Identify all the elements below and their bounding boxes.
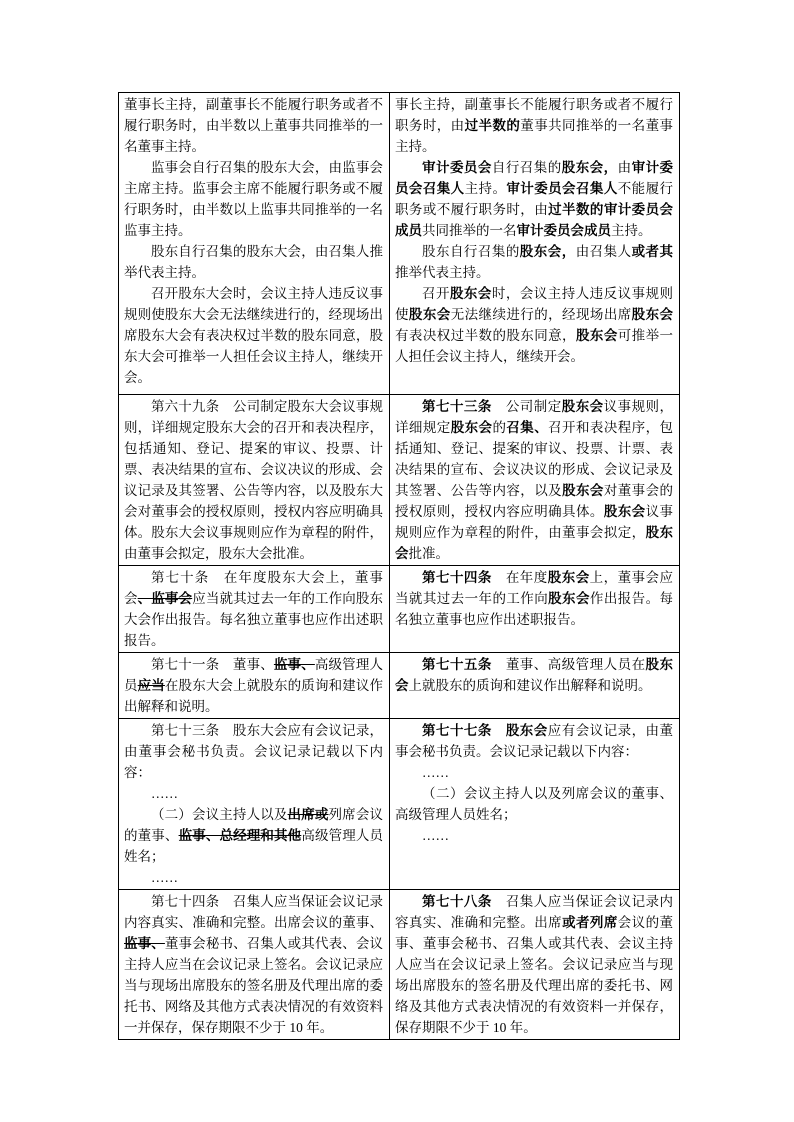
table-row [119, 890, 680, 1040]
text-run: 上，董事会应当就其过去一年的工作向 [395, 570, 674, 606]
deleted-text: 监事、总经理和其他 [178, 828, 302, 843]
text-run: 由 [617, 160, 632, 175]
cell-right-row-3 [390, 653, 680, 719]
comparison-table-body [119, 93, 680, 1040]
emphasized-text: 股东会， [561, 160, 618, 175]
emphasized-text: 召集、 [506, 420, 549, 435]
emphasized-text: 股东会 [408, 307, 451, 322]
paragraph [124, 567, 383, 651]
text-run: 时，会议主持人违反议事规则使 [395, 286, 674, 322]
paragraph [124, 867, 383, 888]
text-run: …… [151, 870, 178, 885]
paragraph [395, 567, 673, 630]
text-run: 有表决权过半数的股东同意， [395, 328, 576, 343]
text-run: 召开 [422, 286, 450, 301]
emphasized-text: 第七十三条 [422, 399, 492, 414]
text-run: 公司制定 [491, 399, 562, 414]
text-run: 议事规则，详细规定 [395, 399, 674, 435]
table-row [119, 653, 680, 719]
paragraph [395, 157, 673, 241]
text-run: 股东自行召集的 [422, 244, 520, 259]
cell-right-row-1 [390, 395, 680, 566]
text-run: 在年度 [491, 570, 548, 585]
text-run: 高级管理人员 [124, 657, 383, 693]
emphasized-text: 审计委员会召集人 [506, 181, 618, 196]
text-run: 第七十条 在年度股东大会上，董事会 [124, 570, 383, 606]
paragraph [395, 94, 673, 157]
paragraph [124, 783, 383, 804]
table-row [119, 719, 680, 890]
emphasized-text: 审计委员会成员 [516, 223, 611, 238]
text-run: 监事会自行召集的股东大会，由监事会主席主持。监事会主席不能履行职务或不履行职务时，由半数以上监事共同推举的一名监事主持。 [124, 160, 383, 238]
paragraph [395, 783, 673, 825]
emphasized-text: 或者其 [631, 244, 674, 259]
emphasized-text: 股东会 [450, 420, 493, 435]
paragraph [124, 720, 383, 783]
text-run: 召开和表决程序，包括通知、登记、提案的审议、投票、计票、表决结果的宣布、会议决议的形成、会议记录及其签署、公告等内容，以及 [395, 420, 674, 498]
text-run: 应有会议记录，由董事会秘书负责。会议记录记载以下内容： [395, 723, 674, 759]
cell-left-row-1 [119, 395, 390, 566]
text-run: …… [151, 786, 178, 801]
text-run: 召开股东大会时，会议主持人违反议事规则使股东大会无法继续进行的，经现场出席股东大会有表决权过半数的股东同意，股东大会可推举一人担任会议主持人，继续开会。 [124, 286, 383, 385]
emphasized-text: 股东会 [395, 657, 674, 693]
cell-left-row-2 [119, 566, 390, 653]
deleted-text: 、监事会 [137, 591, 193, 606]
text-run: 主持。 [611, 223, 652, 238]
text-run: 共同推举的一名 [422, 223, 517, 238]
emphasized-text: 股东会 [548, 591, 590, 606]
table-row [119, 566, 680, 653]
text-run: 作出报告。每名独立董事也应作出述职报告。 [395, 591, 674, 627]
text-run: （二）会议主持人以及 [151, 807, 288, 822]
deleted-text: 监事、 [124, 936, 165, 951]
emphasized-text: 股东会， [519, 244, 576, 259]
paragraph [124, 94, 383, 157]
cell-right-row-5 [390, 890, 680, 1040]
text-run: （二）会议主持人以及列席会议的董事、高级管理人员姓名； [395, 786, 673, 822]
text-run: 高级管理人员姓名； [124, 828, 384, 864]
cell-left-row-4 [119, 719, 390, 890]
emphasized-text: 审计委员会召集人 [395, 160, 674, 196]
text-run: …… [422, 765, 449, 780]
text-run: 上就股东的质询和建议作出解释和说明。 [408, 678, 652, 693]
text-run: 不能履行职务或不履行职务时，由 [395, 181, 674, 217]
text-run: 第七十三条 股东大会应有会议记录，由董事会秘书负责。会议记录记载以下内容： [124, 723, 383, 780]
text-run: 对董事会的授权原则，授权内容应明确具体。 [395, 483, 674, 519]
emphasized-text: 过半数的 [464, 118, 521, 133]
emphasized-text: 第七十八条 [422, 894, 492, 909]
emphasized-text: 股东会 [449, 286, 492, 301]
text-run: 董事会秘书、召集人或其代表、会议主持人应当在会议记录上签名。会议记录应当与现场出席股东的签名册及代理出席的委托书、网络及其他方式表决情况的有效资料一并保存，保存期限不少于 10 年。 [124, 936, 384, 1035]
text-run: 事长主持，副董事长不能履行职务或者不履行职务时，由 [395, 97, 673, 133]
emphasized-text: 股东会 [562, 483, 604, 498]
deleted-text: 出席或 [287, 807, 329, 822]
paragraph [124, 283, 383, 388]
text-run: 批准。 [408, 546, 449, 561]
paragraph [124, 396, 383, 564]
text-run: 股东自行召集的股东大会，由召集人推举代表主持。 [124, 244, 383, 280]
text-run: 第六十九条 公司制定股东大会议事规则，详细规定股东大会的召开和表决程序，包括通知、登记、提案的审议、投票、计票、表决结果的宣布、会议决议的形成、会议记录及其签署、公告等内容，以及股东大会对董事会的授权原则，授权内容应明确具体。股东大会议事规则应作为章程的附件，由董事会拟定，股东大会批准。 [124, 399, 383, 561]
paragraph [395, 891, 673, 1038]
emphasized-text: 股东会 [603, 504, 646, 519]
text-run: 董事长主持，副董事长不能履行职务或者不履行职务时，由半数以上董事共同推举的一名董事主持。 [124, 97, 383, 154]
text-run: 推举代表主持。 [395, 265, 490, 280]
emphasized-text: 股东会 [561, 399, 604, 414]
text-run: 会议的董事、董事会秘书、召集人或其代表、会议主持人应当在会议记录上签名。会议记录应当与现场出席股东的签名册及代理出席的委托书、网络及其他方式表决情况的有效资料一并保存，保存期限不少于 10 年。 [395, 915, 674, 1035]
emphasized-text: 审计委员会 [422, 160, 492, 175]
paragraph [395, 241, 673, 283]
text-run: 应当就其过去一年的工作向股东大会作出报告。每名独立董事也应作出述职报告。 [124, 591, 384, 648]
text-run: 第七十一条 董事、 [151, 657, 274, 672]
text-run: 董事共同推举的一名董事主持。 [395, 118, 674, 154]
text-run: 自行召集的 [491, 160, 562, 175]
table-row [119, 395, 680, 566]
emphasized-text: 股东会 [395, 525, 674, 561]
text-run: 董事、高级管理人员在 [491, 657, 646, 672]
paragraph [124, 804, 383, 867]
paragraph [395, 720, 673, 762]
paragraph [395, 762, 673, 783]
cell-right-row-4 [390, 719, 680, 890]
text-run: 的 [492, 420, 507, 435]
text-run: 第七十四条 召集人应当保证会议记录内容真实、准确和完整。出席会议的董事、 [124, 894, 383, 930]
text-run: 可推举一人担任会议主持人，继续开会。 [395, 328, 674, 364]
emphasized-text: 或者列席 [562, 915, 618, 930]
text-run: 列席会议的董事、 [124, 807, 383, 843]
cell-left-row-0 [119, 93, 390, 395]
emphasized-text: 股东会 [575, 328, 618, 343]
cell-right-row-0 [390, 93, 680, 395]
paragraph [395, 396, 673, 564]
text-run: 召集人应当保证会议记录内容真实、准确和完整。出席 [395, 894, 674, 930]
cell-right-row-2 [390, 566, 680, 653]
emphasized-text: 第七十七条 股东会 [422, 723, 548, 738]
paragraph [124, 654, 383, 717]
paragraph [395, 825, 673, 846]
table-row [119, 93, 680, 395]
text-run: 无法继续进行的，经现场出席 [450, 307, 632, 322]
text-run: 由召集人 [575, 244, 632, 259]
text-run: 议事规则应作为章程的附件，由董事会拟定， [395, 504, 674, 540]
emphasized-text: 股东会 [547, 570, 590, 585]
text-run: 在股东大会上就股东的质询和建议作出解释和说明。 [124, 678, 384, 714]
paragraph [395, 654, 673, 696]
paragraph [124, 891, 383, 1038]
cell-left-row-5 [119, 890, 390, 1040]
deleted-text: 监事、 [273, 657, 315, 672]
comparison-table [118, 92, 680, 1040]
paragraph [124, 157, 383, 241]
emphasized-text: 股东会 [631, 307, 674, 322]
deleted-text: 应当 [137, 678, 165, 693]
paragraph [124, 241, 383, 283]
emphasized-text: 第七十五条 [422, 657, 492, 672]
cell-left-row-3 [119, 653, 390, 719]
paragraph [395, 283, 673, 367]
emphasized-text: 第七十四条 [422, 570, 492, 585]
text-run: 主持。 [464, 181, 507, 196]
emphasized-text: 过半数的审计委员会成员 [395, 202, 674, 238]
text-run: …… [422, 828, 449, 843]
